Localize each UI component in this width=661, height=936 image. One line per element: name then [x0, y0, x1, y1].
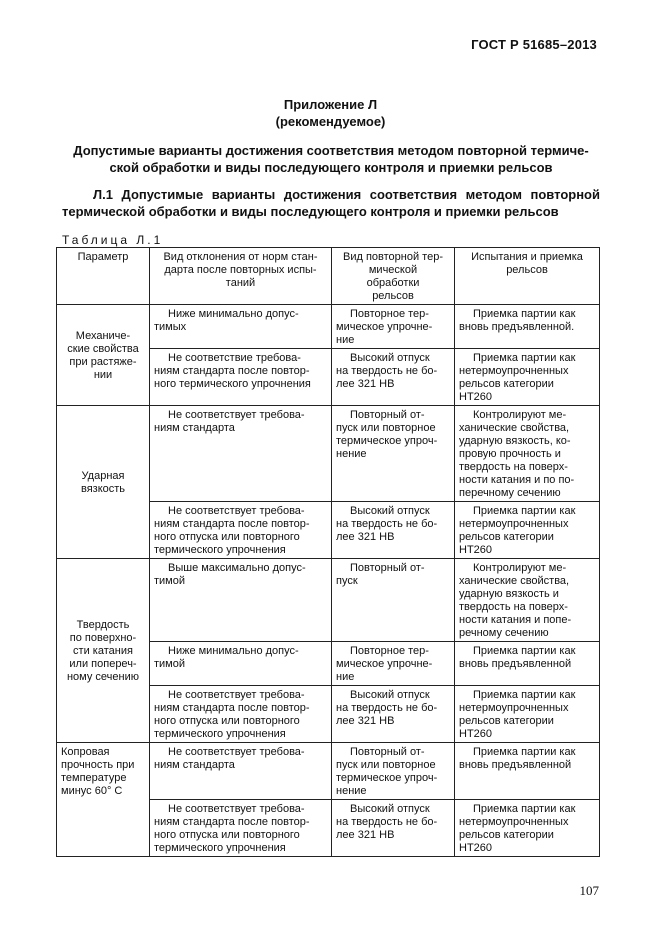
appendix-heading [0, 96, 661, 130]
deviation-cell: Не соответствует требова- ниям стандарта после повтор- ного отпуска или повторного термического упрочнения [150, 686, 332, 743]
treatment-cell: Повторный от- пуск или повторное термическое упроч- нение [332, 406, 455, 502]
deviation-cell: Не соответствует требова- ниям стандарта после повтор- ного отпуска или повторного термического упрочнения [150, 800, 332, 857]
recommendations-table [56, 247, 600, 857]
deviation-cell: Не соответствует требова- ниям стандарта [150, 743, 332, 800]
testing-cell: Приемка партии как нетермоупрочненных рельсов категории НТ260 [455, 349, 600, 406]
testing-cell: Приемка партии как нетермоупрочненных рельсов категории НТ260 [455, 800, 600, 857]
parameter-cell: Механиче- ские свойства при растяже- нии [57, 305, 150, 406]
page-number: 107 [579, 883, 599, 898]
parameter-cell: Твердость по поверхно- сти катания или попереч- ному сечению [57, 559, 150, 743]
standard-code: ГОСТ Р 51685–2013 [471, 37, 597, 52]
treatment-cell: Высокий отпуск на твердость не бо- лее 321 НВ [332, 800, 455, 857]
treatment-cell: Повторное тер- мическое упрочне- ние [332, 642, 455, 686]
treatment-cell: Высокий отпуск на твердость не бо- лее 321 НВ [332, 349, 455, 406]
table-caption: Таблица Л.1 [62, 233, 164, 247]
treatment-cell: Высокий отпуск на твердость не бо- лее 321 НВ [332, 686, 455, 743]
document-title: Допустимые варианты достижения соответствия методом повторной термиче- ской обработки и виды последующего контроля и приемки рельсов [73, 143, 589, 175]
testing-cell: Контролируют ме- ханические свойства, ударную вязкость, ко- провую прочность и твердость на поверх- ности катания и по по- перечному сечению [455, 406, 600, 502]
deviation-cell: Не соответствует требова- ниям стандарта после повтор- ного отпуска или повторного термического упрочнения [150, 502, 332, 559]
deviation-cell: Ниже минимально допус- тимых [150, 305, 332, 349]
testing-cell: Приемка партии как нетермоупрочненных рельсов категории НТ260 [455, 502, 600, 559]
parameter-cell: Ударная вязкость [57, 406, 150, 559]
treatment-cell: Высокий отпуск на твердость не бо- лее 321 НВ [332, 502, 455, 559]
deviation-cell: Ниже минимально допус- тимой [150, 642, 332, 686]
header-cell-deviation: Вид отклонения от норм стан- дарта после повторных испы- таний [150, 248, 332, 305]
header-cell-treatment: Вид повторной тер- мической обработки рельсов [332, 248, 455, 305]
header-cell-testing: Испытания и приемка рельсов [455, 248, 600, 305]
testing-cell: Приемка партии как нетермоупрочненных рельсов категории НТ260 [455, 686, 600, 743]
section-heading: Л.1 Допустимые варианты достижения соответствия методом повторной термической обработки и виды последующего контроля и приемки рельсов [62, 187, 600, 219]
deviation-cell: Не соответствует требова- ниям стандарта [150, 406, 332, 502]
testing-cell: Приемка партии как вновь предъявленной [455, 743, 600, 800]
testing-cell: Приемка партии как вновь предъявленной [455, 642, 600, 686]
treatment-cell: Повторный от- пуск или повторное термическое упроч- нение [332, 743, 455, 800]
table-row [57, 559, 600, 642]
table-row [57, 305, 600, 349]
appendix-title: Приложение Л [283, 97, 378, 112]
testing-cell: Приемка партии как вновь предъявленной. [455, 305, 600, 349]
header-cell-parameter: Параметр [57, 248, 150, 305]
table-row [57, 406, 600, 502]
treatment-cell: Повторный от- пуск [332, 559, 455, 642]
testing-cell: Контролируют ме- ханические свойства, ударную вязкость и твердость на поверх- ности катания и попе- речному сечению [455, 559, 600, 642]
appendix-subtitle: (рекомендуемое) [275, 114, 386, 129]
table-header-row [57, 248, 600, 305]
table-row [57, 743, 600, 800]
deviation-cell: Не соответствие требова- ниям стандарта после повтор- ного термического упрочнения [150, 349, 332, 406]
deviation-cell: Выше максимально допус- тимой [150, 559, 332, 642]
treatment-cell: Повторное тер- мическое упрочне- ние [332, 305, 455, 349]
parameter-cell: Копровая прочность при температуре минус 60° С [57, 743, 150, 857]
